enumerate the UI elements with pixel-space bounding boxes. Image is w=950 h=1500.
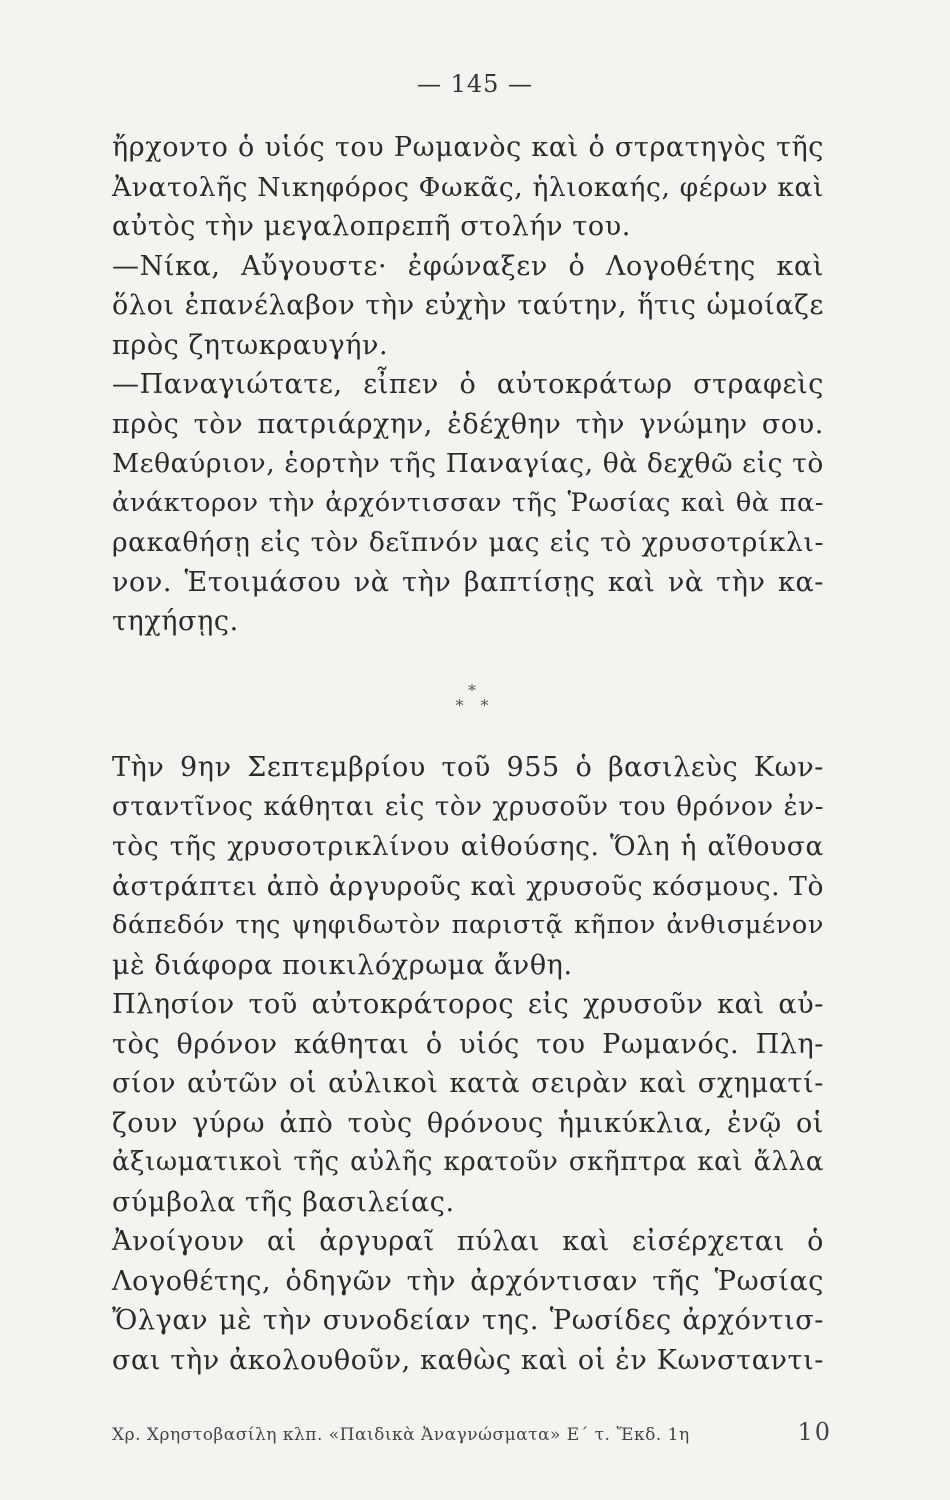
asterism-separator xyxy=(0,683,950,713)
text-line: ἤρχοντο ὁ υἱός του Ρωμανὸς καὶ ὁ στρατηγὸς τῆς xyxy=(112,132,824,163)
text-line: τὸς τῆς χρυσοτρικλίνου αἰθούσης. Ὅλη ἡ αἴθουσα xyxy=(112,831,824,862)
text-line: πρὸς τὸν πατριάρχην, ἐδέχθην τὴν γνώμην σου. xyxy=(112,408,824,440)
text-line: Λογοθέτης, ὁδηγῶν τὴν ἀρχόντισαν τῆς Ῥωσίας xyxy=(112,1265,824,1297)
text-line: σίον αὐτῶν οἱ αὐλικοὶ κατὰ σειρὰν καὶ σχηματί- xyxy=(112,1068,824,1099)
text-block-top xyxy=(112,128,824,642)
text-line: σαι τὴν ἀκολουθοῦν, καθὼς καὶ οἱ ἐν Κωνσταντι- xyxy=(112,1344,824,1376)
text-line: Πλησίον τοῦ αὐτοκράτορος εἰς χρυσοῦν καὶ αὐ- xyxy=(112,989,824,1020)
text-line: Ὄλγαν μὲ τὴν συνοδείαν της. Ῥωσίδες ἀρχόντισ- xyxy=(112,1305,824,1336)
footer-citation: Χρ. Χρηστοβασίλη κλπ. «Παιδικὰ Ἀναγνώσματα» Ε΄ τ. Ἔκδ. 1η xyxy=(112,1425,690,1445)
page-number: — 145 — xyxy=(416,70,534,98)
text-line: ἀστράπτει ἀπὸ ἀργυροῦς καὶ χρυσοῦς κόσμους. Τὸ xyxy=(112,870,825,902)
asterism-top: * xyxy=(468,681,482,700)
text-line: ρακαθήσῃ εἰς τὸν δεῖπνόν μας εἰς τὸ χρυσοτρίκλι- xyxy=(112,527,824,558)
text-line: δάπεδόν της ψηφιδωτὸν παριστᾷ κῆπον ἀνθισμένον xyxy=(112,910,824,940)
text-line: αὐτὸς τὴν μεγαλοπρεπῆ στολήν του. xyxy=(112,211,631,242)
text-line: Ἀνατολῆς Νικηφόρος Φωκᾶς, ἡλιοκαής, φέρων καὶ xyxy=(112,171,824,203)
text-line: τὸς θρόνον κάθηται ὁ υἱός του Ρωμανός. Πλη- xyxy=(112,1028,824,1060)
text-block-bottom xyxy=(112,748,824,1380)
text-line: μὲ διάφορα ποικιλόχρωμα ἄνθη. xyxy=(112,949,573,981)
text-line: ἀνάκτορον τὴν ἀρχόντισσαν τῆς Ῥωσίας καὶ θὰ πα- xyxy=(112,487,824,518)
text-line: ζουν γύρω ἀπὸ τοὺς θρόνους ἡμικύκλια, ἐνῷ οἱ xyxy=(112,1107,824,1139)
asterism-bottom: * * xyxy=(455,696,495,715)
text-line: —Παναγιώτατε, εἶπεν ὁ αὐτοκράτωρ στραφεὶς xyxy=(112,369,824,400)
page-footer xyxy=(112,1418,832,1446)
text-line: ὅλοι ἐπανέλαβον τὴν εὐχὴν ταύτην, ἥτις ὡμοίαζε xyxy=(112,290,824,321)
text-line: νον. Ἑτοιμάσου νὰ τὴν βαπτίσῃς καὶ νὰ τὴν κα- xyxy=(112,566,824,598)
text-line: σύμβολα τῆς βασιλείας. xyxy=(112,1186,455,1218)
text-line: σταντῖνος κάθηται εἰς τὸν χρυσοῦν του θρόνον ἐν- xyxy=(112,791,824,822)
text-line: τηχήσῃς. xyxy=(112,606,239,637)
text-line: πρὸς ζητωκραυγήν. xyxy=(112,329,389,361)
text-line: Ἀνοίγουν αἱ ἀργυραῖ πύλαι καὶ εἰσέρχεται ὁ xyxy=(112,1226,824,1257)
text-line: —Νίκα, Αὔγουστε· ἐφώναξεν ὁ Λογοθέτης καὶ xyxy=(112,250,824,282)
text-line: Μεθαύριον, ἑορτὴν τῆς Παναγίας, θὰ δεχθῶ εἰς τὸ xyxy=(112,448,824,479)
text-line: ἀξιωματικοὶ τῆς αὐλῆς κρατοῦν σκῆπτρα καὶ ἄλλα xyxy=(112,1147,824,1177)
signature-number: 10 xyxy=(797,1418,832,1446)
text-line: Τὴν 9ην Σεπτεμβρίου τοῦ 955 ὁ βασιλεὺς Κων- xyxy=(112,752,824,783)
